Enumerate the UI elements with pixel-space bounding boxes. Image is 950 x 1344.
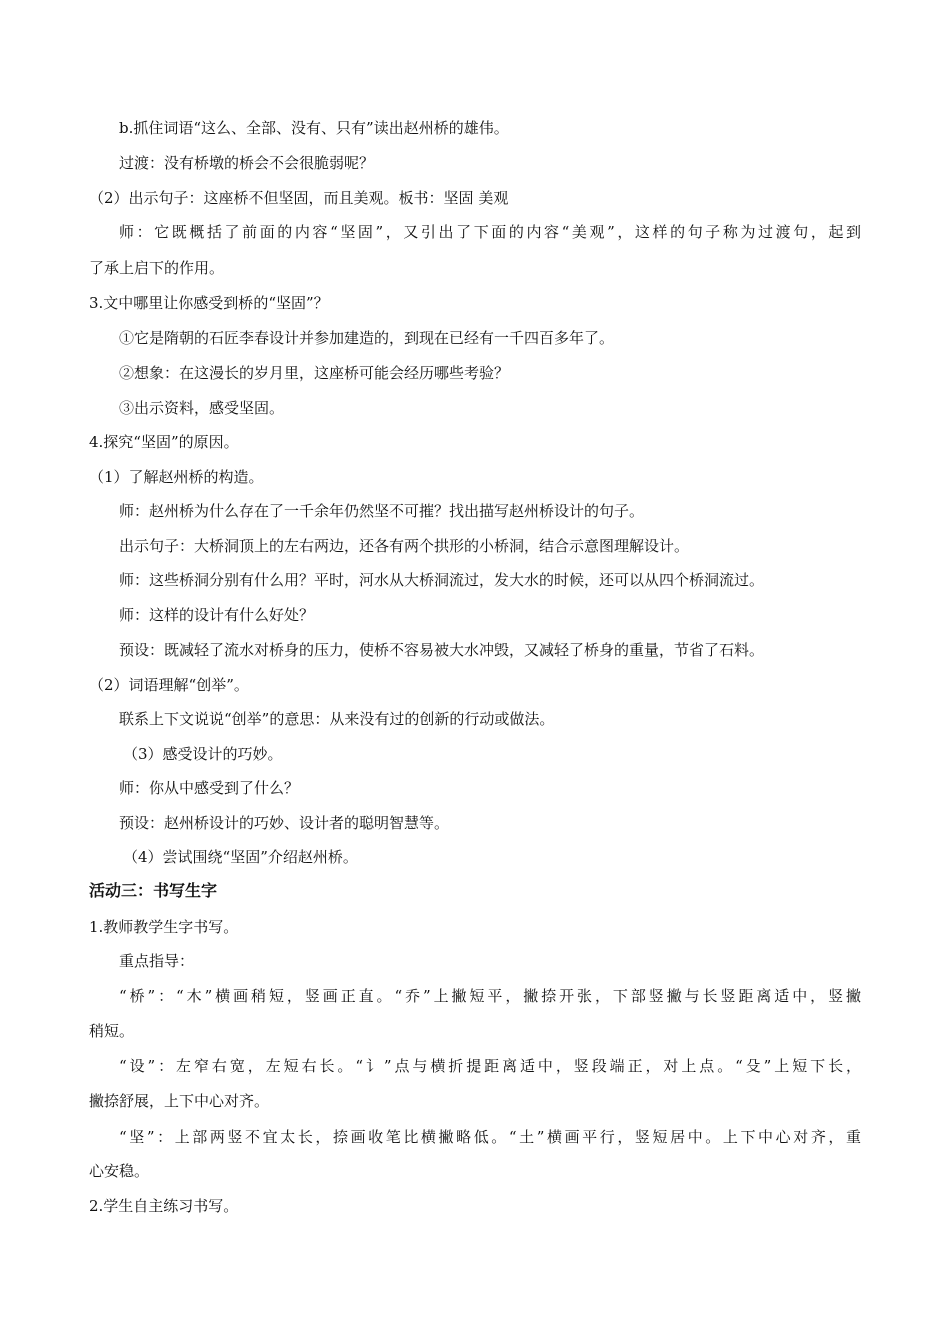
text-line: 联系上下文说说“创举”的意思：从来没有过的创新的行动或做法。 <box>119 710 555 728</box>
text-line: 出示句子：大桥洞顶上的左右两边，还各有两个拱形的小桥洞，结合示意图理解设计。 <box>119 537 690 555</box>
text-line: 师：它既概括了前面的内容“坚固”，又引出了下面的内容“美观”，这样的句子称为过渡句，起到 <box>119 223 861 241</box>
text-line: ①它是隋朝的石匠李春设计并参加建造的，到现在已经有一千四百多年了。 <box>119 329 615 347</box>
text-line: 2.学生自主练习书写。 <box>89 1197 239 1215</box>
text-line: 预设：既减轻了流水对桥身的压力，使桥不容易被大水冲毁，又减轻了桥身的重量，节省了石料。 <box>119 641 765 659</box>
text-line: “设”：左窄右宽，左短右长。“讠”点与横折提距离适中，竖段端正，对上点。“殳”上短下长， <box>119 1057 861 1075</box>
text-line: （3）感受设计的巧妙。 <box>123 745 283 763</box>
text-line: 撇捺舒展，上下中心对齐。 <box>89 1092 270 1110</box>
text-line: 3.文中哪里让你感受到桥的“坚固”？ <box>89 294 329 312</box>
text-line: “桥”：“木”横画稍短，竖画正直。“乔”上撇短平，撇捺开张，下部竖撇与长竖距离适中，竖撇 <box>119 987 861 1005</box>
text-line: 过渡：没有桥墩的桥会不会很脆弱呢？ <box>119 154 375 172</box>
text-line: （1）了解赵州桥的构造。 <box>89 468 264 486</box>
text-line: （2）词语理解“创举”。 <box>89 676 249 694</box>
text-line: （4）尝试围绕“坚固”介绍赵州桥。 <box>123 848 358 866</box>
text-line: （2）出示句子：这座桥不但坚固，而且美观。板书：坚固 美观 <box>89 189 509 207</box>
text-line: b.抓住词语“这么、全部、没有、只有”读出赵州桥的雄伟。 <box>119 119 509 137</box>
text-line: 重点指导： <box>119 952 195 970</box>
text-line: 师：赵州桥为什么存在了一千余年仍然坚不可摧？找出描写赵州桥设计的句子。 <box>119 502 645 520</box>
text-line: 预设：赵州桥设计的巧妙、设计者的聪明智慧等。 <box>119 814 450 832</box>
text-line: ③出示资料，感受坚固。 <box>119 399 285 417</box>
text-line: 师：这些桥洞分别有什么用？平时，河水从大桥洞流过，发大水的时候，还可以从四个桥洞流过。 <box>119 571 765 589</box>
text-line: 了承上启下的作用。 <box>89 259 225 277</box>
text-line: 1.教师教学生字书写。 <box>89 918 239 936</box>
text-line: 稍短。 <box>89 1022 135 1040</box>
text-line: 师：这样的设计有什么好处？ <box>119 606 315 624</box>
section-heading: 活动三：书写生字 <box>89 881 218 900</box>
text-line: ②想象：在这漫长的岁月里，这座桥可能会经历哪些考验？ <box>119 364 510 382</box>
text-line: “坚”：上部两竖不宜太长，捺画收笔比横撇略低。“土”横画平行，竖短居中。上下中心对齐，重 <box>119 1128 861 1146</box>
text-line: 4.探究“坚固”的原因。 <box>89 433 239 451</box>
text-line: 心安稳。 <box>89 1162 150 1180</box>
text-line: 师：你从中感受到了什么？ <box>119 779 300 797</box>
